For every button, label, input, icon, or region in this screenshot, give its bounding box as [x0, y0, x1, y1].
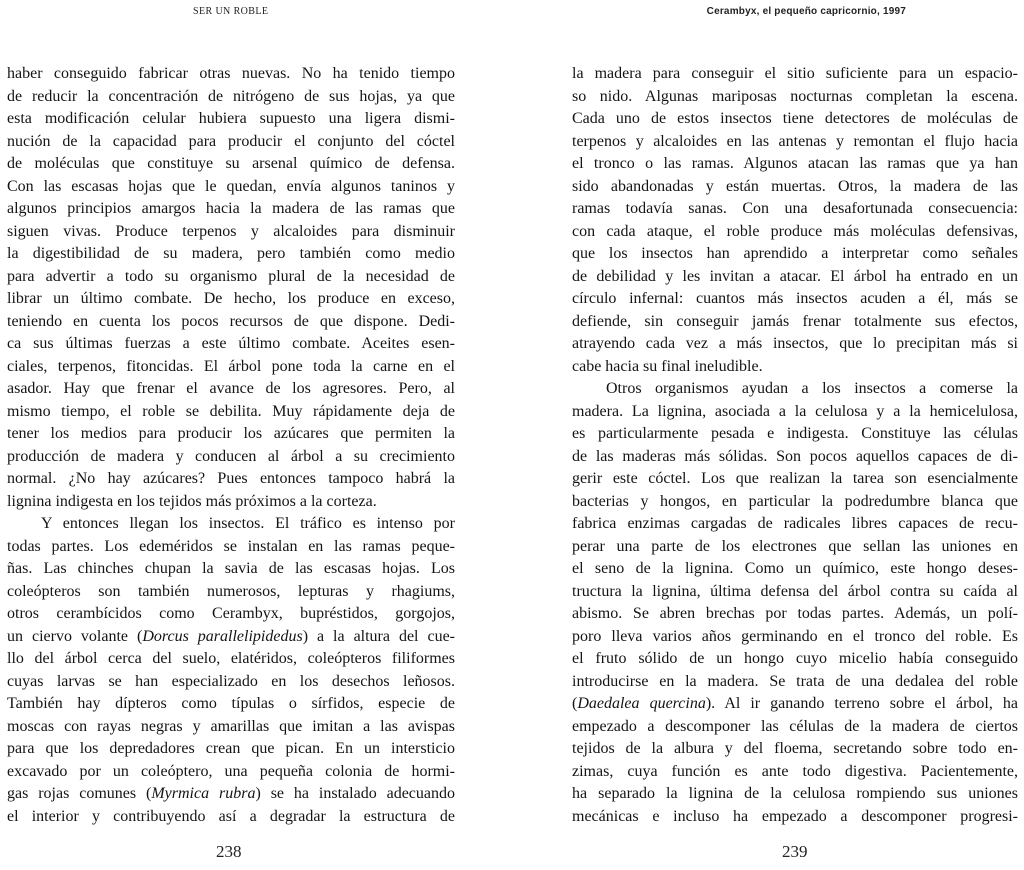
body-line: esta modificación celular hubiera supuesto una ligera dismi- [7, 110, 455, 127]
body-line: moscas con rayas negras y amarillas que imitan a las avispas [7, 717, 455, 735]
body-line: fabrica enzimas cargadas de radicales libres capaces de recu- [572, 515, 1018, 532]
body-line: perar una parte de los electrones que sellan las uniones en [572, 537, 1018, 555]
body-line: el fruto sólido de un hongo cuyo micelio había conseguido [572, 650, 1018, 667]
body-line: bacterias y hongos, en particular la podredumbre blanca que [572, 492, 1018, 510]
body-line: normal. ¿No hay azúcares? Pues entonces tampoco habrá la [7, 470, 455, 487]
body-line: Otros organismos ayudan a los insectos a comerse la [606, 380, 1018, 397]
body-line: teniendo en cuenta los pocos recursos de que dispone. Dedi- [7, 312, 455, 330]
body-line: mismo tiempo, el roble se debilita. Muy rápidamente deja de [7, 402, 455, 420]
body-line: de debilidad y les invitan a atacar. El árbol ha entrado en un [572, 267, 1018, 285]
body-line: siguen vivas. Produce terpenos y alcaloides para disminuir [7, 222, 455, 240]
body-line: lignina indigesta en los tejidos más próximos a la corteza. [7, 492, 377, 510]
body-line: la madera para conseguir el sitio suficiente para un espacio- [572, 65, 1018, 82]
body-line: llo del árbol cerca del suelo, elatéridos, coleópteros filiformes [7, 650, 455, 667]
body-line: ca sus últimas fuerzas a este último combate. Aceites esen- [7, 335, 455, 352]
body-line: sido abandonadas y están muertas. Otros, la madera de las [572, 177, 1018, 195]
body-line: es particularmente pesada e indigesta. Constituye las células [572, 425, 1018, 442]
right-page-body [572, 63, 1018, 828]
body-line: tructura la lignina, última defensa del árbol contra su caída al [572, 582, 1018, 600]
species-name: Myrmica rubra [151, 785, 256, 802]
body-line: ñas. Las chinches chupan la savia de las escasas hojas. Los [7, 560, 455, 577]
body-line: zimas, cuya función es ante todo digestiva. Pacientemente, [572, 762, 1018, 780]
body-line: ha separado la lignina de la celulosa rompiendo sus uniones [572, 785, 1018, 802]
body-line: otros cerambícidos como Cerambyx, bupréstidos, gorgojos, [7, 605, 455, 622]
body-line: (Daedalea quercina). Al ir ganando terreno sobre el árbol, ha [572, 695, 1018, 712]
body-line: de moléculas que constituye su arsenal químico de defensa. [7, 155, 455, 172]
body-line: producción de madera y conducen al árbol a su crecimiento [7, 447, 455, 465]
body-line: la digestibilidad de su madera, pero también como medio [7, 245, 455, 262]
species-name: Dorcus parallelipidedus [142, 627, 303, 645]
body-line: cabe hacia su final ineludible. [572, 357, 763, 375]
body-line: con cada ataque, el roble produce más moléculas defensivas, [572, 222, 1018, 240]
body-line: abismo. Se abren brechas por todas partes. Además, un polí- [572, 605, 1018, 622]
body-line: coleópteros son también numerosos, lepturas y rhagiums, [7, 582, 455, 600]
running-header-left: SER UN ROBLE [193, 6, 269, 17]
running-header-right: Cerambyx, el pequeño capricornio, 1997 [706, 6, 906, 17]
body-line: Con las escasas hojas que le quedan, envía algunos taninos y [7, 177, 455, 195]
body-line: mecánicas e incluso ha empezado a descomponer progresi- [572, 807, 1018, 825]
body-line: el interior y contribuyendo así a degradar la estructura de [7, 807, 455, 825]
body-line: terpenos y alcaloides en las antenas y remontan el flujo hacia [572, 132, 1018, 150]
page-number-right: 239 [782, 842, 808, 861]
body-line: introducirse en la madera. Se trata de una dedalea del roble [572, 672, 1018, 690]
body-line: gas rojas comunes (Myrmica rubra) se ha instalado adecuando [7, 785, 455, 802]
body-line: para advertir a todo su organismo plural de la necesidad de [7, 267, 455, 285]
left-page-body [7, 63, 455, 828]
body-line: el tronco o las ramas. Algunos atacan las ramas que ya han [572, 155, 1018, 172]
body-line: ciales, terpenos, fitoncidas. El árbol pone toda la carne en el [7, 357, 455, 375]
page-number-left: 238 [216, 842, 242, 861]
body-line: de reducir la concentración de nitrógeno de sus hojas, ya que [7, 87, 455, 105]
body-line: para que los depredadores crean que pican. En un intersticio [7, 740, 455, 757]
body-line: librar un último combate. De hecho, los produce en exceso, [7, 290, 455, 307]
body-line: ramas todavía sanas. Con una desafortunada consecuencia: [572, 200, 1018, 217]
body-line: tener los medios para producir los azúcares que permiten la [7, 425, 455, 442]
body-line: empezado a descomponer las células de la madera de ciertos [572, 717, 1018, 735]
body-line: todas partes. Los edeméridos se instalan en las ramas peque- [7, 537, 455, 555]
body-line: el seno de la lignina. Como un químico, este hongo deses- [572, 560, 1018, 577]
body-line: haber conseguido fabricar otras nuevas. No ha tenido tiempo [7, 65, 455, 82]
body-line: madera. La lignina, asociada a la celulosa y a la hemicelulosa, [572, 402, 1018, 420]
body-line: algunos principios amargos hacia la madera de las ramas que [7, 200, 455, 217]
body-line: cuyas larvas se han especializado en los desechos leñosos. [7, 672, 455, 690]
body-line: Cada uno de estos insectos tiene detectores de moléculas de [572, 110, 1018, 127]
body-line: Y entonces llegan los insectos. El tráfico es intenso por [41, 515, 455, 532]
body-line: poro lleva varios años germinando en el tronco del roble. Es [572, 627, 1018, 645]
body-line: gerir este cóctel. Los que realizan la tarea son esencialmente [572, 470, 1018, 487]
body-line: atrayendo cada vez a más insectos, que lo precipitan más si [572, 335, 1018, 352]
body-line: círculo infernal: cuantos más insectos acuden a él, más se [572, 290, 1018, 307]
body-line: excavado por un coleóptero, una pequeña colonia de hormi- [7, 762, 455, 780]
body-line: También hay dípteros como típulas o sírfidos, especie de [7, 695, 455, 712]
body-line: tejidos de la albura y del floema, secretando sobre todo en- [572, 740, 1018, 757]
body-line: de las maderas más sólidas. Son pocos aquellos capaces de di- [572, 447, 1018, 465]
body-line: que los insectos han aprendido a interpretar como señales [572, 245, 1018, 262]
body-line: defiende, sin conseguir jamás frenar totalmente sus efectos, [572, 312, 1018, 330]
body-line: asador. Hay que frenar el avance de los agresores. Pero, al [7, 380, 455, 397]
body-line: so nido. Algunas mariposas nocturnas completan la escena. [572, 87, 1018, 105]
species-name: Daedalea quercina [577, 695, 706, 712]
body-line: un ciervo volante (Dorcus parallelipidedus) a la altura del cue- [7, 627, 455, 645]
body-line: nución de la capacidad para producir el conjunto del cóctel [7, 132, 455, 150]
